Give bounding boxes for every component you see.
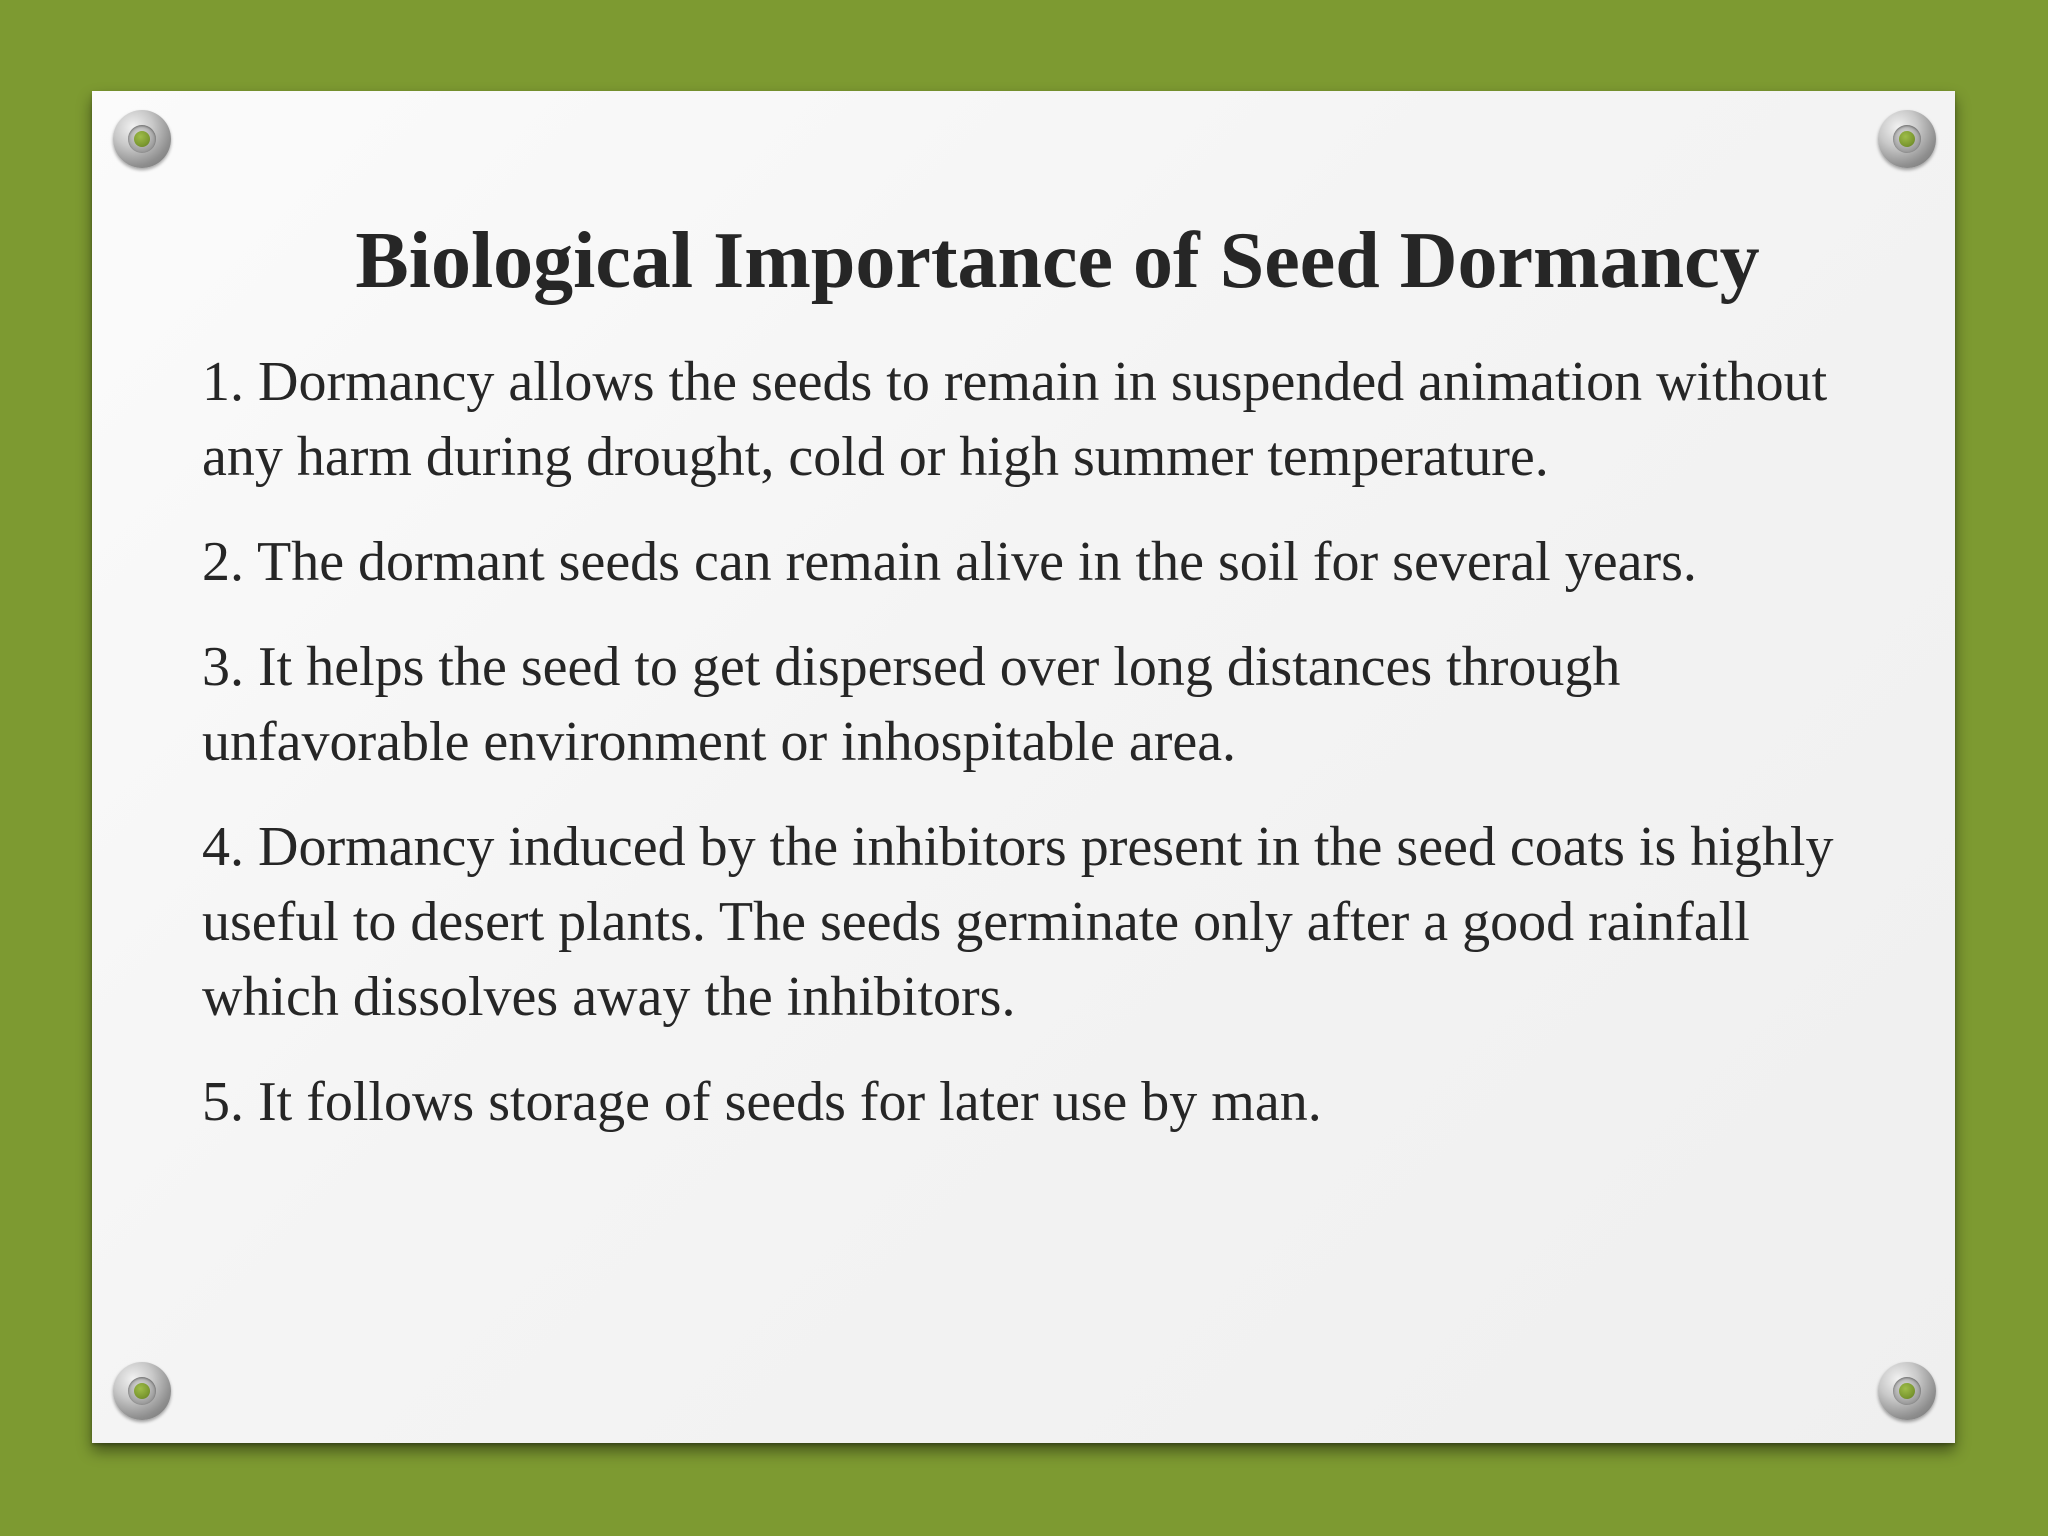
grommet-icon bbox=[113, 110, 171, 168]
list-item: 5. It follows storage of seeds for later use by man. bbox=[202, 1071, 1322, 1133]
list-item: 4. Dormancy induced by the inhibitors present in the seed coats is highly useful to desert plants. The seeds germinate only after a good rainfall which dissolves away the inhibitors. bbox=[202, 816, 1834, 1028]
grommet-icon bbox=[1878, 1362, 1936, 1420]
slide-title: Biological Importance of Seed Dormancy bbox=[355, 217, 1760, 305]
grommet-icon bbox=[113, 1362, 171, 1420]
point-list bbox=[202, 345, 1882, 1170]
grommet-icon bbox=[1878, 110, 1936, 168]
list-item: 2. The dormant seeds can remain alive in the soil for several years. bbox=[202, 531, 1697, 593]
list-item: 1. Dormancy allows the seeds to remain in suspended animation without any harm during drought, cold or high summer temperature. bbox=[202, 351, 1828, 488]
list-item: 3. It helps the seed to get dispersed over long distances through unfavorable environment or inhospitable area. bbox=[202, 636, 1621, 773]
